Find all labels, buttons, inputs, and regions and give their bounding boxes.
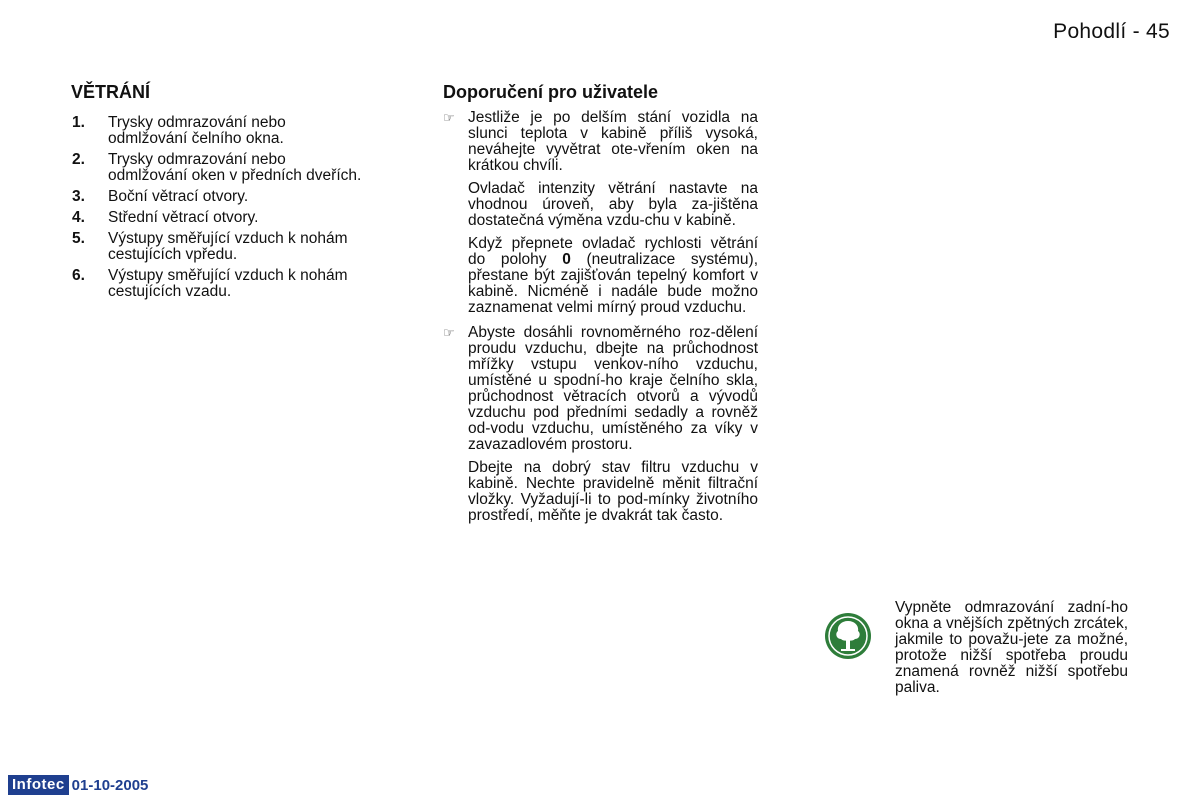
list-item	[72, 189, 367, 205]
tree-icon	[824, 612, 872, 660]
item-number: 3.	[72, 188, 85, 205]
recommendations-column	[443, 110, 758, 531]
paragraph	[468, 236, 758, 316]
item-text: Střední větrací otvory.	[108, 209, 259, 226]
ventilation-title: VĚTRÁNÍ	[71, 82, 151, 102]
paragraph: Abyste dosáhli rovnoměrného roz-dělení proudu vzduchu, dbejte na průchodnost mřížky vstupu venkov-ního vzduchu, umístěné u spodní-ho kraje čelního skla, průchodnost větracích otvorů a vývodů vzduchu pod předními sedadly a rovněž od-vodu vzduchu, umístěného za víky v zavazadlovém prostoru.	[468, 324, 758, 453]
item-number: 4.	[72, 209, 85, 226]
pointing-hand-icon: ☞	[443, 325, 455, 340]
paragraph: Jestliže je po delším stání vozidla na slunci teplota v kabině příliš vysoká, neváhejte vyvětrat ote-vřením oken na krátkou chvíli.	[468, 109, 758, 174]
print-date: 01-10-2005	[71, 776, 149, 794]
list-item	[72, 231, 367, 263]
list-item	[72, 152, 367, 184]
list-item	[72, 268, 367, 300]
text-run: (neutralizace systému), přestane být zajišťován tepelný komfort v kabině. Nicméně i nadále bude možno zaznamenat velmi mírný proud vzduchu.	[468, 251, 758, 316]
item-number: 6.	[72, 267, 85, 284]
item-text: Výstupy směřující vzduch k nohám cestujících vzadu.	[108, 267, 348, 300]
list-item	[72, 210, 367, 226]
item-text: Trysky odmrazování nebo odmlžování oken v předních dveřích.	[108, 151, 362, 184]
ventilation-list	[72, 115, 367, 305]
text-run: Když přepnete ovladač rychlosti větrání do polohy	[468, 235, 758, 268]
item-number: 1.	[72, 114, 85, 131]
item-text: Výstupy směřující vzduch k nohám cestujících vpředu.	[108, 230, 348, 263]
recommendations-title: Doporučení pro uživatele	[443, 82, 659, 102]
item-number: 2.	[72, 151, 85, 168]
pointing-hand-icon: ☞	[443, 110, 455, 125]
item-number: 5.	[72, 230, 85, 247]
list-item	[72, 115, 367, 147]
eco-note-text: Vypněte odmrazování zadní-ho okna a vnějších zpětných zrcátek, jakmile to považu-jete za možné, protože nižší spotřeba proudu znamená rovněž nižší spotřebu paliva.	[895, 599, 1128, 696]
recommendation-item	[443, 110, 758, 323]
page-header: Pohodlí - 45	[1053, 20, 1170, 43]
item-text: Boční větrací otvory.	[108, 188, 249, 205]
item-text: Trysky odmrazování nebo odmlžování čelního okna.	[108, 114, 286, 147]
recommendation-item	[443, 325, 758, 531]
bold-value: 0	[562, 251, 571, 268]
brand-logo: Infotec	[8, 775, 69, 795]
footer	[8, 775, 148, 795]
paragraph: Ovladač intenzity větrání nastavte na vhodnou úroveň, aby byla za-jištěna dostatečná výměna vzdu-chu v kabině.	[468, 180, 758, 229]
paragraph: Dbejte na dobrý stav filtru vzduchu v kabině. Nechte pravidelně měnit filtrační vložky. Vyžadují-li to pod-mínky životního prostředí, měňte je dvakrát tak často.	[468, 459, 758, 524]
